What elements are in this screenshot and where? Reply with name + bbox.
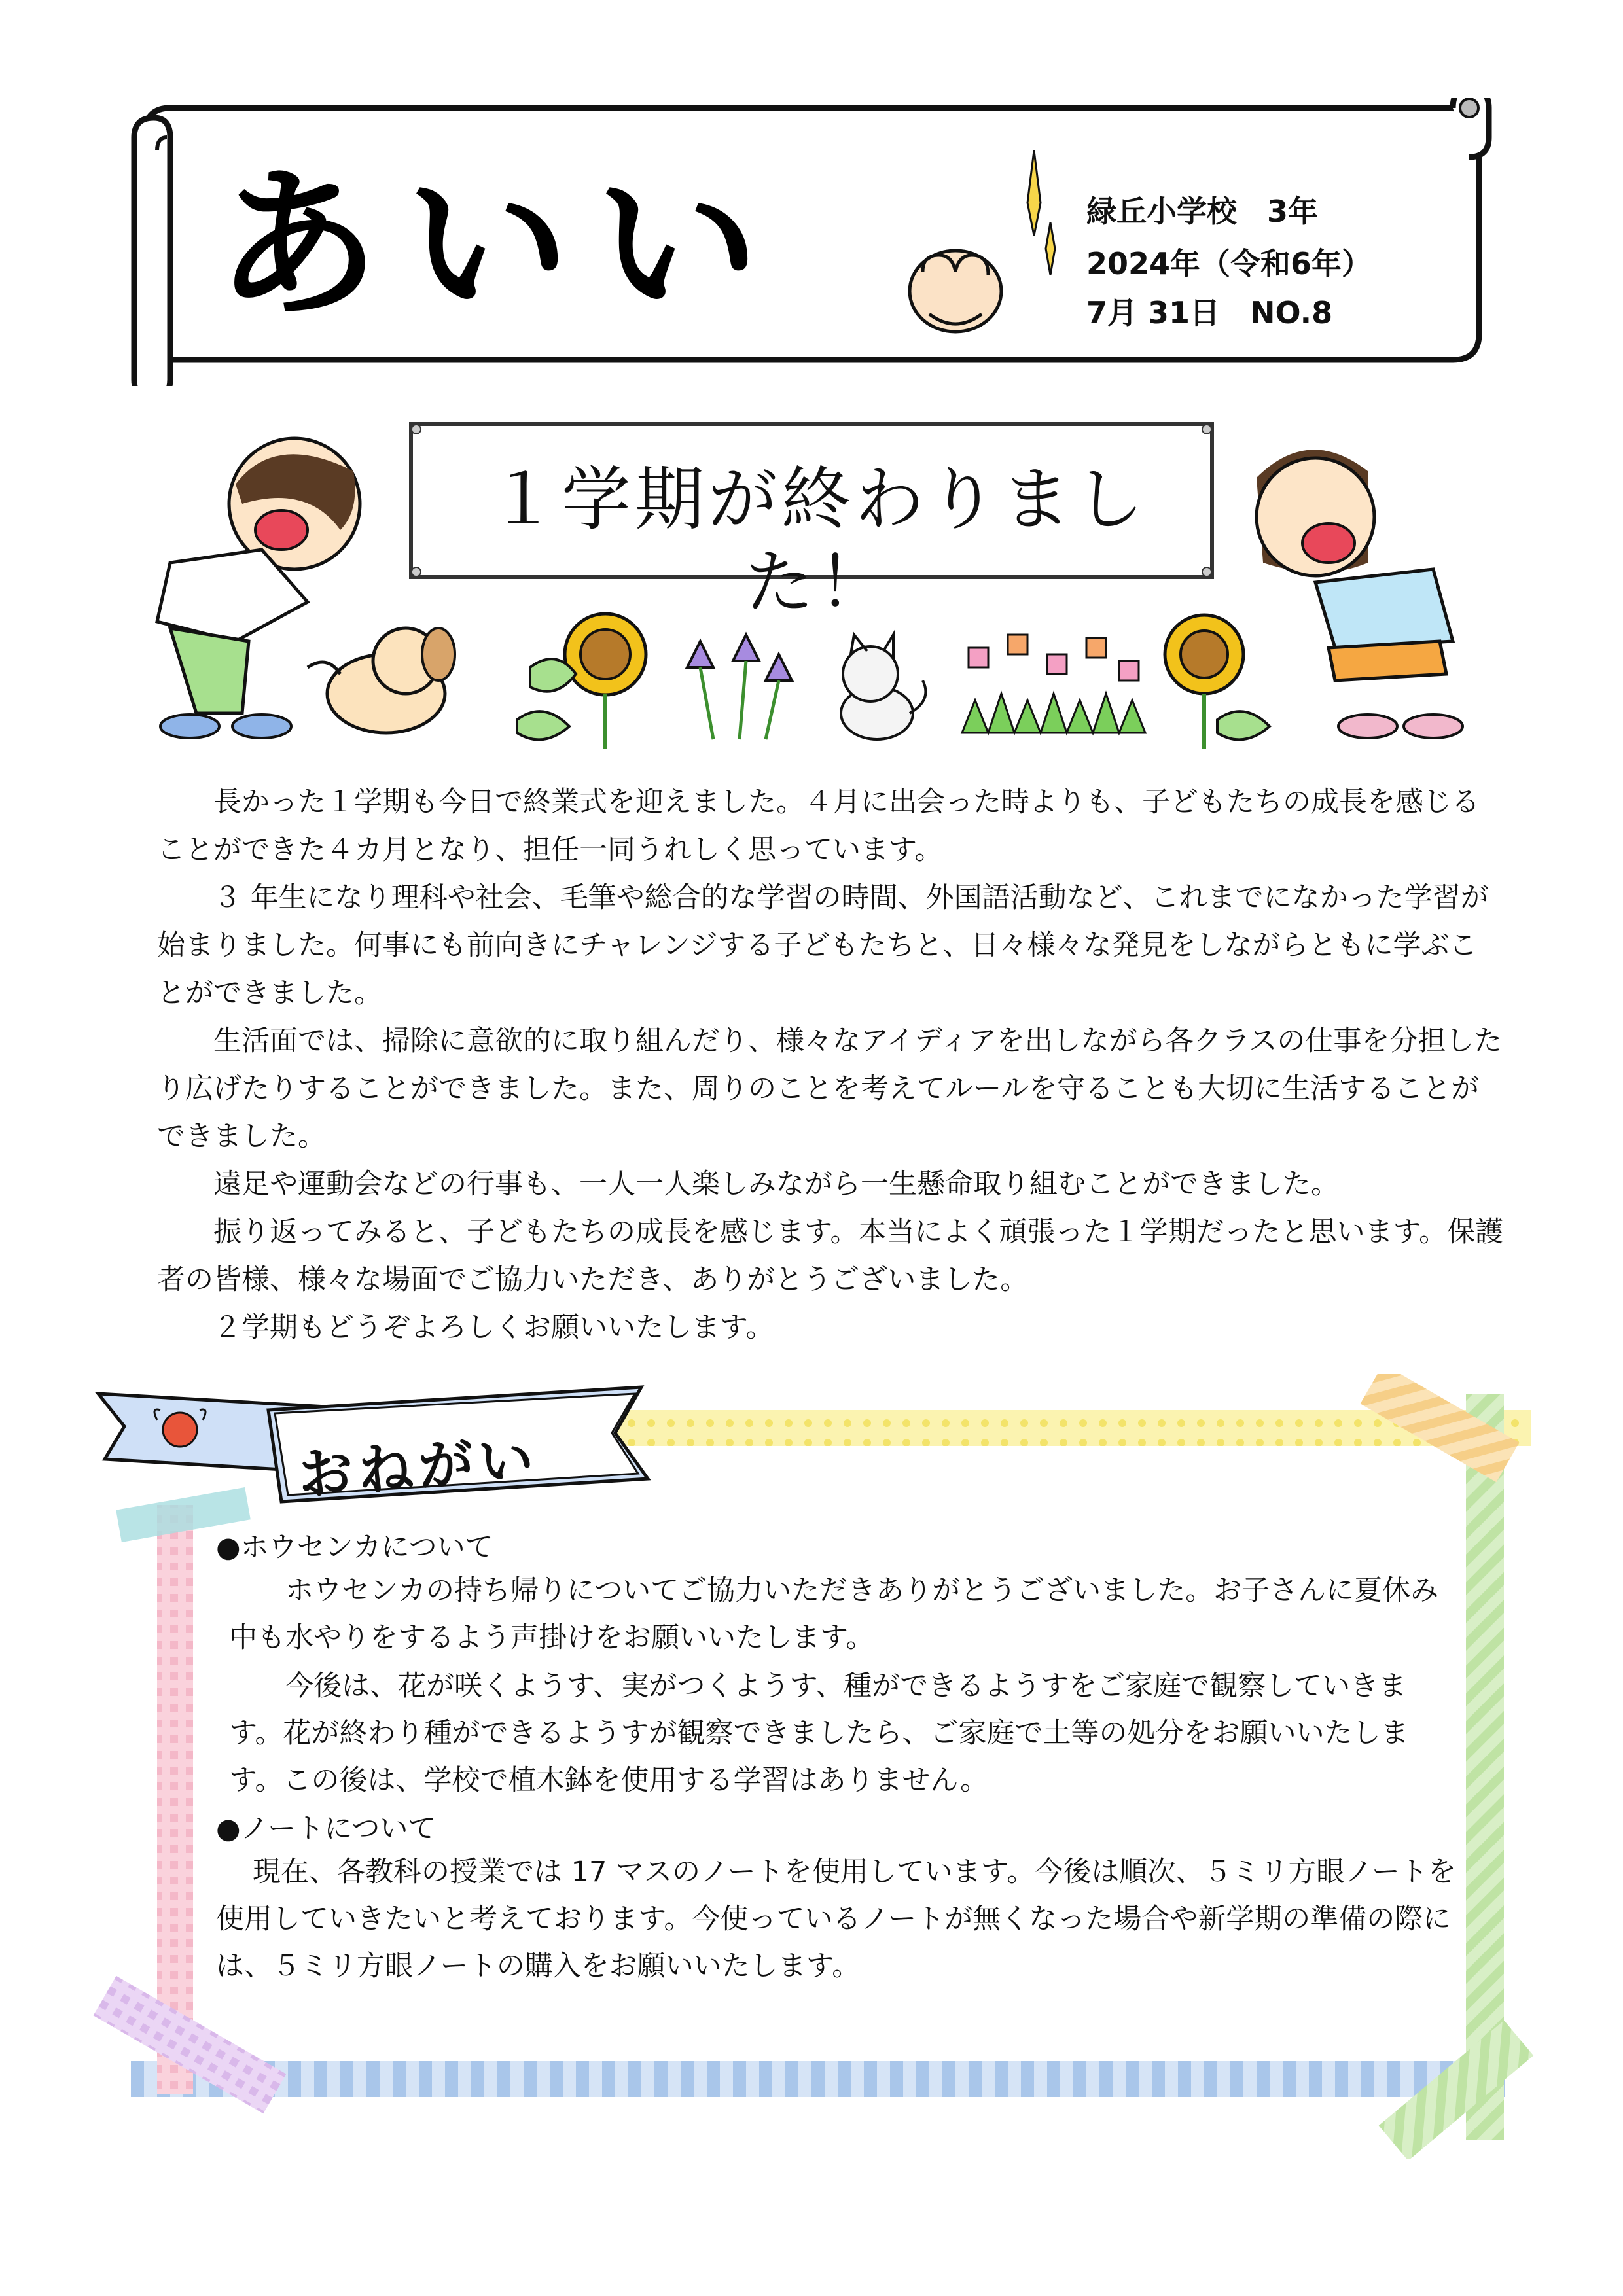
- issue-date-number: 7月 31日 NO.8: [1086, 295, 1333, 330]
- section-title-housenka: ●ホウセンカについて: [216, 1531, 493, 1564]
- sparkle-icon: [1008, 150, 1060, 281]
- article-paragraph-2: ３ 年生になり理科や社会、毛筆や総合的な学習の時間、外国語活動など、これまでになかった学習が始まりました。何事にも前向きにチャレンジする子どもたちと、日々様々な発見をしながらともに学ぶことができました。: [157, 881, 1489, 1010]
- article-paragraph-6: ２学期もどうぞよろしくお願いいたします。: [213, 1311, 774, 1344]
- article-paragraph-5: 振り返ってみると、子どもたちの成長を感じます。本当によく頑張った１学期だったと思います。保護者の皆様、様々な場面でご協力いただき、ありがとうございました。: [157, 1216, 1504, 1296]
- article-paragraph-4: 遠足や運動会などの行事も、一人一人楽しみながら一生懸命取り組むことができました。: [213, 1168, 1339, 1201]
- newsletter-title: あいい: [216, 150, 785, 340]
- cat-illustration: [825, 628, 936, 746]
- housenka-paragraph-1: ホウセンカの持ち帰りについてご協力いただきありがとうございました。お子さんに夏休み中も水やりをするよう声掛けをお願いいたします。: [229, 1574, 1439, 1654]
- issue-year: 2024年（令和6年）: [1086, 246, 1372, 281]
- housenka-paragraph-2: 今後は、花が咲くようす、実がつくようす、種ができるようすをご家庭で観察していきます。花が終わり種ができるようすが観察できましたら、ご家庭で土等の処分をお願いいたします。この後は、学校で植木鉢を使用する学習はありません。: [229, 1670, 1409, 1797]
- article-paragraph-1: 長かった１学期も今日で終業式を迎えました。４月に出会った時よりも、子どもたちの成長を感じることができた４カ月となり、担任一同うれしく思っています。: [157, 786, 1480, 866]
- school-name: 緑丘小学校 3年: [1086, 194, 1319, 229]
- note-paragraph-1: 現在、各教科の授業では 17 マスのノートを使用しています。今後は順次、５ミリ方眼ノートを使用していきたいと考えております。今使っているノートが無くなった場合や新学期の準備の際には、５ミリ方眼ノートの購入をお願いいたします。: [216, 1856, 1457, 1983]
- onegai-heading: おねがい: [296, 1426, 541, 1508]
- dog-illustration: [301, 615, 471, 746]
- banner-title: １学期が終わりました！: [488, 459, 1148, 624]
- sunflower-right-illustration: [1139, 609, 1283, 752]
- tulips-illustration: [674, 628, 805, 746]
- article-paragraph-3: 生活面では、掃除に意欲的に取り組んだり、様々なアイディアを出しながら各クラスの仕事を分担したり広げたりすることができました。また、周りのことを考えてルールを守ることも大切に生活することができました。: [157, 1025, 1503, 1153]
- fist-icon: [903, 236, 1008, 340]
- section-title-note: ●ノートについて: [216, 1812, 437, 1845]
- flower-bed-illustration: [955, 628, 1152, 739]
- sunflower-illustration: [504, 609, 681, 752]
